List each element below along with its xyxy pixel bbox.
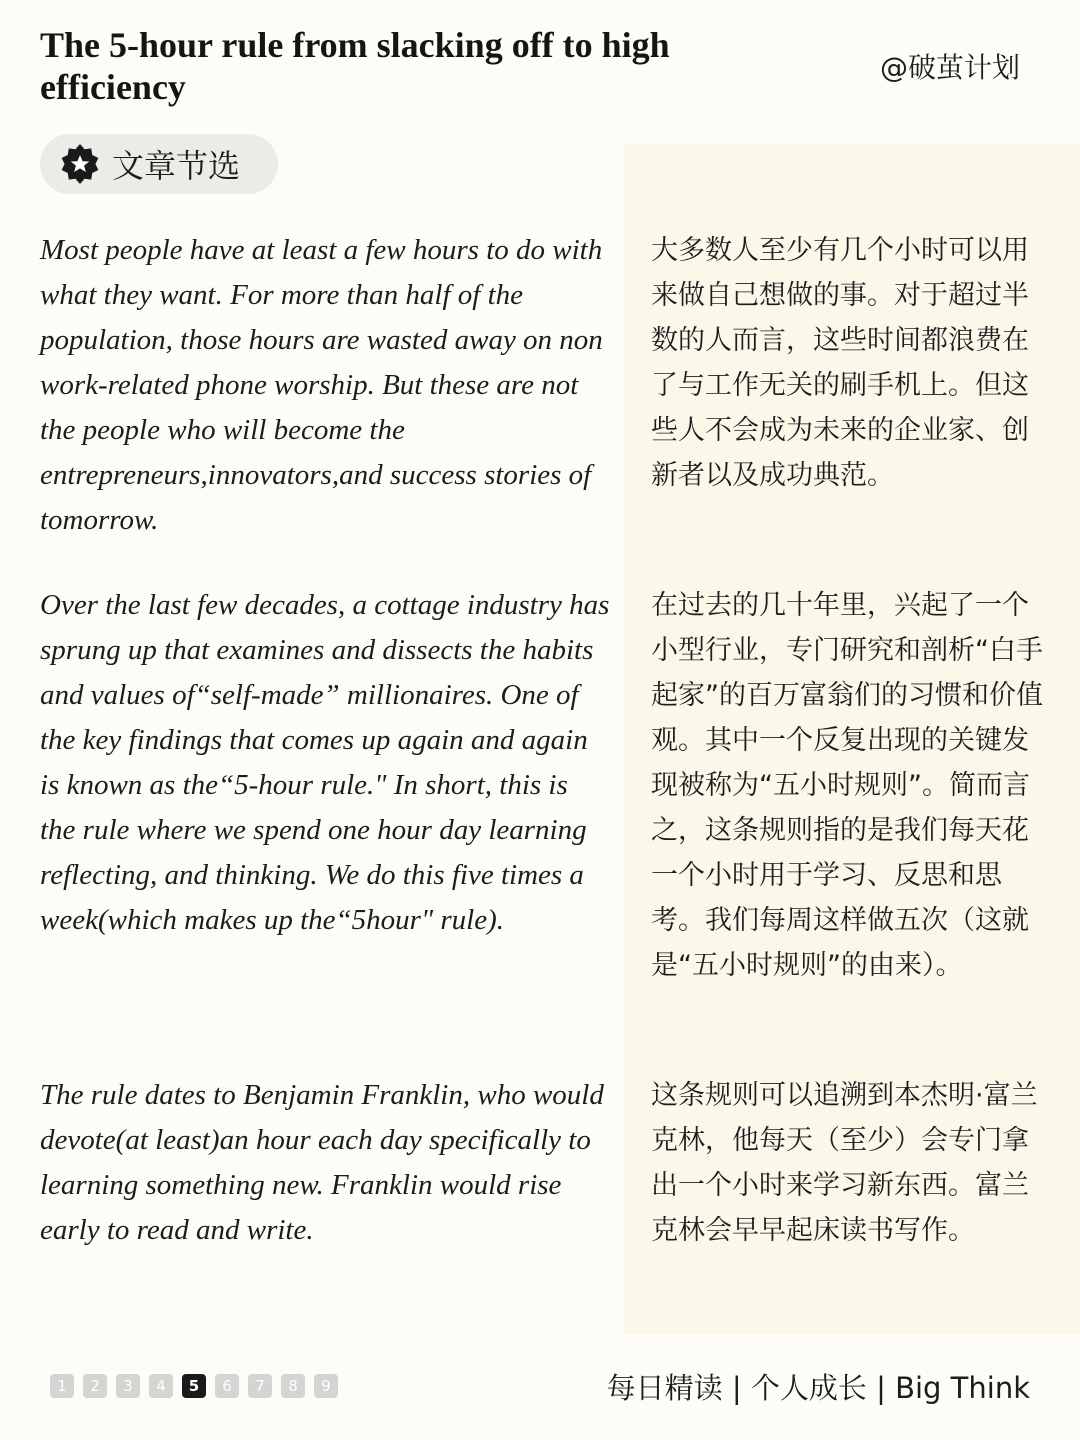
page-indicator [50, 1374, 338, 1398]
page-number[interactable]: 2 [83, 1374, 107, 1398]
author-handle: @破茧计划 [879, 51, 1020, 84]
star-badge-icon [60, 144, 100, 184]
page-number[interactable]: 7 [248, 1374, 272, 1398]
section-tag [40, 134, 278, 194]
footer-tags: 每日精读 | 个人成长 | Big Think [606, 1371, 1030, 1405]
page-number[interactable]: 4 [149, 1374, 173, 1398]
page-title: The 5-hour rule from slacking off to high efficiency [40, 25, 670, 107]
page-number[interactable]: 8 [281, 1374, 305, 1398]
english-paragraph-2: Over the last few decades, a cottage industry has sprung up that examines and dissects the habits and values of“self-made” millionaires. One of the key findings that comes up again and again is known as the“5-hour rule." In short, this is the rule where we spend one hour day learning reflecting, and thinking. We do this five times a week(which makes up the“5hour" rule). [40, 589, 610, 936]
page-number[interactable]: 1 [50, 1374, 74, 1398]
page-number-current[interactable]: 5 [182, 1374, 206, 1398]
header [40, 24, 780, 108]
page-number[interactable]: 6 [215, 1374, 239, 1398]
page-number[interactable]: 3 [116, 1374, 140, 1398]
page-number[interactable]: 9 [314, 1374, 338, 1398]
english-paragraph-1: Most people have at least a few hours to do with what they want. For more than half of the population, those hours are wasted away on non work-related phone worship. But these are not the people who will become the entrepreneurs,innovators,and success stories of tomorrow. [40, 234, 603, 536]
english-paragraph-3: The rule dates to Benjamin Franklin, who would devote(at least)an hour each day specifically to learning something new. Franklin would rise early to read and write. [40, 1079, 604, 1246]
chinese-paragraph-2: 在过去的几十年里，兴起了一个小型行业，专门研究和剖析“白手起家”的百万富翁们的习惯和价值观。其中一个反复出现的关键发现被称为“五小时规则”。简而言之，这条规则指的是我们每天花一个小时用于学习、反思和思考。我们每周这样做五次（这就是“五小时规则”的由来）。 [651, 590, 1043, 981]
chinese-paragraph-3: 这条规则可以追溯到本杰明·富兰克林，他每天（至少）会专门拿出一个小时来学习新东西。富兰克林会早早起床读书写作。 [651, 1080, 1038, 1246]
section-tag-label: 文章节选 [112, 147, 241, 185]
chinese-paragraph-1: 大多数人至少有几个小时可以用来做自己想做的事。对于超过半数的人而言，这些时间都浪费在了与工作无关的刷手机上。但这些人不会成为未来的企业家、创新者以及成功典范。 [651, 235, 1029, 491]
